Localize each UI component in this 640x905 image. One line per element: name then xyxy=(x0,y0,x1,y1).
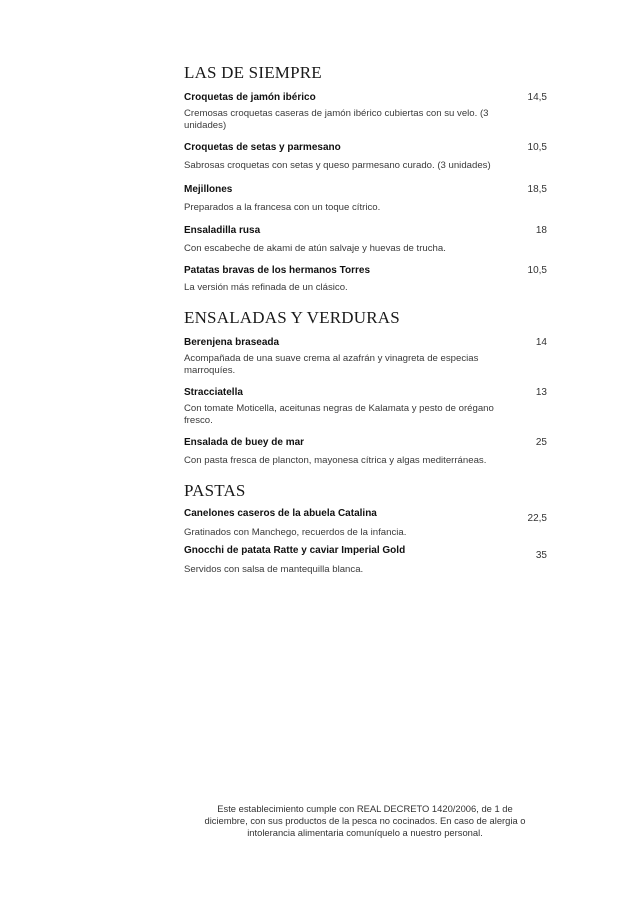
menu-item-price: 14 xyxy=(535,337,547,348)
menu-item-description: Con tomate Moticella, aceitunas negras de Kalamata y pesto de orégano fresco. xyxy=(184,403,494,426)
menu-item-price: 25 xyxy=(535,437,547,448)
menu-item-name: Stracciatella xyxy=(184,387,243,398)
menu-item-price: 22,5 xyxy=(527,513,547,524)
menu-item-price: 10,5 xyxy=(527,142,547,153)
menu-item-name: Canelones caseros de la abuela Catalina xyxy=(184,508,377,519)
menu-item-price: 14,5 xyxy=(527,92,547,103)
menu-item-price: 18,5 xyxy=(527,184,547,195)
section-heading: PASTAS xyxy=(184,481,246,500)
section-heading: LAS DE SIEMPRE xyxy=(184,63,322,82)
menu-item-name: Croquetas de setas y parmesano xyxy=(184,142,341,153)
menu-item-description: Cremosas croquetas caseras de jamón ibérico cubiertas con su velo. (3 unidades) xyxy=(184,108,489,131)
menu-item-description: Acompañada de una suave crema al azafrán y vinagreta de especias marroquíes. xyxy=(184,353,479,376)
allergen-notice: Este establecimiento cumple con REAL DECRETO 1420/2006, de 1 de diciembre, con sus productos de la pesca no cocinados. En caso de alergia o intolerancia alimentaria comuníquelo a nuestro personal. xyxy=(204,803,526,838)
menu-item-description: Preparados a la francesa con un toque cítrico. xyxy=(184,202,381,213)
menu-item-name: Patatas bravas de los hermanos Torres xyxy=(184,265,371,276)
menu-item-description: Con pasta fresca de plancton, mayonesa cítrica y algas mediterráneas. xyxy=(184,455,487,466)
menu-item-price: 10,5 xyxy=(527,265,547,276)
menu-item-name: Croquetas de jamón ibérico xyxy=(184,92,316,103)
menu-item-description: Servidos con salsa de mantequilla blanca. xyxy=(184,564,364,575)
menu-item-price: 35 xyxy=(535,550,547,561)
menu-item-name: Mejillones xyxy=(184,184,233,195)
menu-item-price: 13 xyxy=(535,387,547,398)
section-heading: ENSALADAS Y VERDURAS xyxy=(184,308,400,327)
menu-item-description: La versión más refinada de un clásico. xyxy=(184,282,348,293)
menu-item-description: Sabrosas croquetas con setas y queso parmesano curado. (3 unidades) xyxy=(184,160,491,171)
menu-item-price: 18 xyxy=(535,225,547,236)
menu-item-description: Con escabeche de akami de atún salvaje y huevas de trucha. xyxy=(184,243,446,254)
menu-item-name: Ensalada de buey de mar xyxy=(184,437,305,448)
menu-item-name: Ensaladilla rusa xyxy=(184,225,261,236)
menu-item-name: Berenjena braseada xyxy=(184,337,280,348)
menu-item-name: Gnocchi de patata Ratte y caviar Imperial Gold xyxy=(184,545,406,556)
menu-item-description: Gratinados con Manchego, recuerdos de la infancia. xyxy=(184,527,407,538)
